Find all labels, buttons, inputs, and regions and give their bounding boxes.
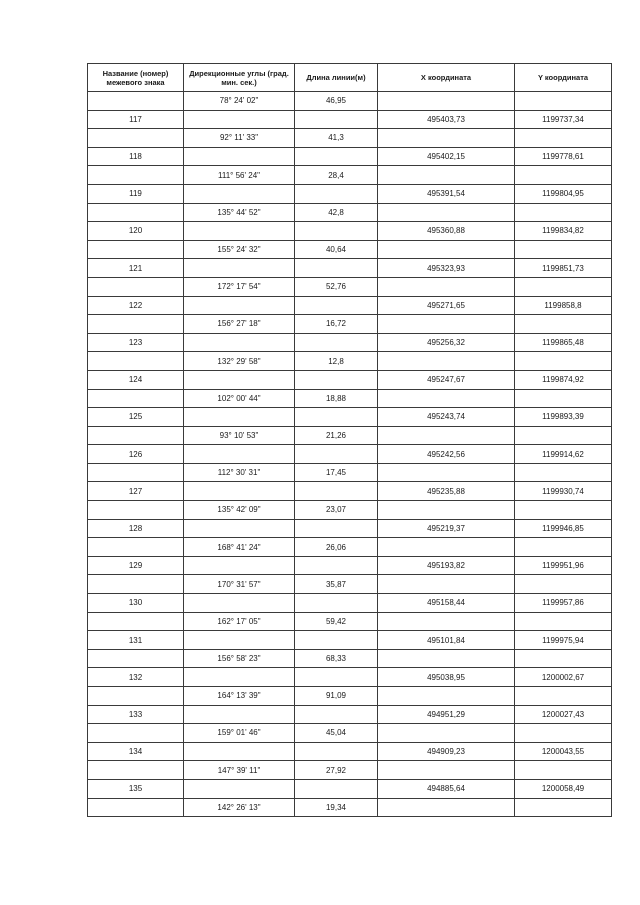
x-coordinate-cell: 495256,32 [378, 333, 515, 352]
y-coordinate-cell: 1199804,95 [515, 184, 612, 203]
line-length-cell: 27,92 [295, 761, 378, 780]
header-y-coordinate: Y координата [515, 64, 612, 92]
marker-name-cell: 128 [88, 519, 184, 538]
line-length-cell [295, 222, 378, 241]
y-coordinate-cell [515, 798, 612, 817]
marker-name-cell: 126 [88, 445, 184, 464]
x-coordinate-cell: 495038,95 [378, 668, 515, 687]
marker-name-cell [88, 277, 184, 296]
x-coordinate-cell [378, 687, 515, 706]
segment-row [88, 315, 612, 334]
direction-angle-cell [184, 110, 295, 129]
segment-row [88, 426, 612, 445]
y-coordinate-cell [515, 277, 612, 296]
y-coordinate-cell [515, 315, 612, 334]
line-length-cell [295, 556, 378, 575]
marker-name-cell: 127 [88, 482, 184, 501]
direction-angle-cell: 168° 41' 24" [184, 538, 295, 557]
marker-name-cell [88, 166, 184, 185]
marker-name-cell [88, 575, 184, 594]
marker-name-cell: 134 [88, 742, 184, 761]
x-coordinate-cell: 495219,37 [378, 519, 515, 538]
y-coordinate-cell [515, 129, 612, 148]
segment-row [88, 166, 612, 185]
x-coordinate-cell: 495235,88 [378, 482, 515, 501]
point-row [88, 668, 612, 687]
line-length-cell [295, 742, 378, 761]
x-coordinate-cell [378, 649, 515, 668]
point-row [88, 184, 612, 203]
point-row [88, 556, 612, 575]
direction-angle-cell [184, 519, 295, 538]
direction-angle-cell [184, 705, 295, 724]
marker-name-cell: 125 [88, 408, 184, 427]
y-coordinate-cell [515, 203, 612, 222]
direction-angle-cell [184, 222, 295, 241]
point-row [88, 445, 612, 464]
line-length-cell [295, 779, 378, 798]
point-row [88, 408, 612, 427]
table-body [88, 92, 612, 817]
line-length-cell [295, 445, 378, 464]
x-coordinate-cell [378, 389, 515, 408]
marker-name-cell: 119 [88, 184, 184, 203]
marker-name-cell [88, 538, 184, 557]
line-length-cell [295, 259, 378, 278]
x-coordinate-cell [378, 426, 515, 445]
direction-angle-cell: 172° 17' 54" [184, 277, 295, 296]
line-length-cell [295, 110, 378, 129]
point-row [88, 147, 612, 166]
y-coordinate-cell [515, 240, 612, 259]
line-length-cell: 59,42 [295, 612, 378, 631]
line-length-cell: 35,87 [295, 575, 378, 594]
marker-name-cell [88, 724, 184, 743]
y-coordinate-cell [515, 687, 612, 706]
line-length-cell: 45,04 [295, 724, 378, 743]
point-row [88, 296, 612, 315]
line-length-cell: 26,06 [295, 538, 378, 557]
x-coordinate-cell: 495243,74 [378, 408, 515, 427]
point-row [88, 519, 612, 538]
marker-name-cell [88, 463, 184, 482]
line-length-cell [295, 408, 378, 427]
marker-name-cell [88, 649, 184, 668]
marker-name-cell: 123 [88, 333, 184, 352]
direction-angle-cell [184, 408, 295, 427]
y-coordinate-cell: 1199865,48 [515, 333, 612, 352]
segment-row [88, 649, 612, 668]
marker-name-cell [88, 389, 184, 408]
line-length-cell: 52,76 [295, 277, 378, 296]
table-header-row [88, 64, 612, 92]
direction-angle-cell [184, 445, 295, 464]
line-length-cell: 17,45 [295, 463, 378, 482]
point-row [88, 742, 612, 761]
segment-row [88, 389, 612, 408]
segment-row [88, 724, 612, 743]
x-coordinate-cell: 494909,23 [378, 742, 515, 761]
x-coordinate-cell: 495247,67 [378, 370, 515, 389]
header-x-coordinate: X координата [378, 64, 515, 92]
segment-row [88, 463, 612, 482]
line-length-cell [295, 631, 378, 650]
y-coordinate-cell [515, 501, 612, 520]
x-coordinate-cell: 494885,64 [378, 779, 515, 798]
y-coordinate-cell [515, 352, 612, 371]
segment-row [88, 575, 612, 594]
line-length-cell: 28,4 [295, 166, 378, 185]
segment-row [88, 92, 612, 111]
marker-name-cell [88, 315, 184, 334]
header-direction-angle: Дирекционные углы (град. мин. сек.) [184, 64, 295, 92]
y-coordinate-cell: 1199778,61 [515, 147, 612, 166]
marker-name-cell [88, 426, 184, 445]
x-coordinate-cell [378, 463, 515, 482]
point-row [88, 222, 612, 241]
marker-name-cell [88, 203, 184, 222]
y-coordinate-cell: 1199858,8 [515, 296, 612, 315]
marker-name-cell: 131 [88, 631, 184, 650]
direction-angle-cell: 112° 30' 31" [184, 463, 295, 482]
direction-angle-cell: 170° 31' 57" [184, 575, 295, 594]
line-length-cell: 21,26 [295, 426, 378, 445]
point-row [88, 705, 612, 724]
line-length-cell: 42,8 [295, 203, 378, 222]
marker-name-cell: 120 [88, 222, 184, 241]
x-coordinate-cell [378, 501, 515, 520]
direction-angle-cell: 155° 24' 32" [184, 240, 295, 259]
line-length-cell [295, 668, 378, 687]
y-coordinate-cell: 1199737,34 [515, 110, 612, 129]
direction-angle-cell: 156° 27' 18" [184, 315, 295, 334]
x-coordinate-cell [378, 277, 515, 296]
point-row [88, 333, 612, 352]
line-length-cell [295, 370, 378, 389]
segment-row [88, 129, 612, 148]
y-coordinate-cell [515, 724, 612, 743]
point-row [88, 594, 612, 613]
direction-angle-cell [184, 147, 295, 166]
line-length-cell: 41,3 [295, 129, 378, 148]
segment-row [88, 798, 612, 817]
line-length-cell [295, 705, 378, 724]
x-coordinate-cell [378, 166, 515, 185]
segment-row [88, 277, 612, 296]
direction-angle-cell [184, 594, 295, 613]
y-coordinate-cell: 1200058,49 [515, 779, 612, 798]
x-coordinate-cell [378, 575, 515, 594]
marker-name-cell [88, 240, 184, 259]
x-coordinate-cell [378, 798, 515, 817]
point-row [88, 370, 612, 389]
segment-row [88, 761, 612, 780]
x-coordinate-cell [378, 724, 515, 743]
y-coordinate-cell: 1200027,43 [515, 705, 612, 724]
point-row [88, 482, 612, 501]
direction-angle-cell: 135° 42' 09" [184, 501, 295, 520]
x-coordinate-cell: 495101,84 [378, 631, 515, 650]
y-coordinate-cell [515, 761, 612, 780]
direction-angle-cell: 142° 26' 13" [184, 798, 295, 817]
x-coordinate-cell: 495193,82 [378, 556, 515, 575]
x-coordinate-cell [378, 538, 515, 557]
direction-angle-cell: 92° 11' 33" [184, 129, 295, 148]
marker-name-cell: 122 [88, 296, 184, 315]
marker-name-cell: 133 [88, 705, 184, 724]
marker-name-cell: 135 [88, 779, 184, 798]
segment-row [88, 203, 612, 222]
y-coordinate-cell [515, 166, 612, 185]
line-length-cell: 16,72 [295, 315, 378, 334]
x-coordinate-cell: 494951,29 [378, 705, 515, 724]
direction-angle-cell: 159° 01' 46" [184, 724, 295, 743]
marker-name-cell [88, 798, 184, 817]
x-coordinate-cell: 495271,65 [378, 296, 515, 315]
direction-angle-cell: 156° 58' 23" [184, 649, 295, 668]
direction-angle-cell [184, 184, 295, 203]
x-coordinate-cell [378, 761, 515, 780]
y-coordinate-cell: 1199914,62 [515, 445, 612, 464]
line-length-cell [295, 184, 378, 203]
y-coordinate-cell: 1199951,96 [515, 556, 612, 575]
point-row [88, 110, 612, 129]
point-row [88, 259, 612, 278]
y-coordinate-cell [515, 575, 612, 594]
y-coordinate-cell [515, 92, 612, 111]
direction-angle-cell: 162° 17' 05" [184, 612, 295, 631]
segment-row [88, 352, 612, 371]
direction-angle-cell [184, 482, 295, 501]
marker-name-cell: 117 [88, 110, 184, 129]
x-coordinate-cell: 495158,44 [378, 594, 515, 613]
x-coordinate-cell [378, 129, 515, 148]
y-coordinate-cell [515, 538, 612, 557]
direction-angle-cell [184, 333, 295, 352]
line-length-cell: 19,34 [295, 798, 378, 817]
line-length-cell: 46,95 [295, 92, 378, 111]
boundary-coordinates-table [87, 63, 612, 817]
direction-angle-cell: 147° 39' 11" [184, 761, 295, 780]
line-length-cell: 12,8 [295, 352, 378, 371]
x-coordinate-cell: 495323,93 [378, 259, 515, 278]
line-length-cell [295, 594, 378, 613]
marker-name-cell [88, 612, 184, 631]
marker-name-cell: 121 [88, 259, 184, 278]
line-length-cell [295, 519, 378, 538]
x-coordinate-cell: 495402,15 [378, 147, 515, 166]
y-coordinate-cell: 1199874,92 [515, 370, 612, 389]
x-coordinate-cell: 495403,73 [378, 110, 515, 129]
line-length-cell: 91,09 [295, 687, 378, 706]
direction-angle-cell: 102° 00' 44" [184, 389, 295, 408]
line-length-cell: 40,64 [295, 240, 378, 259]
y-coordinate-cell [515, 649, 612, 668]
y-coordinate-cell: 1199851,73 [515, 259, 612, 278]
header-marker-name: Название (номер) межевого знака [88, 64, 184, 92]
header-line-length: Длина линии(м) [295, 64, 378, 92]
x-coordinate-cell: 495391,54 [378, 184, 515, 203]
x-coordinate-cell [378, 92, 515, 111]
direction-angle-cell [184, 779, 295, 798]
marker-name-cell: 124 [88, 370, 184, 389]
x-coordinate-cell [378, 240, 515, 259]
direction-angle-cell: 93° 10' 53" [184, 426, 295, 445]
marker-name-cell: 129 [88, 556, 184, 575]
direction-angle-cell [184, 556, 295, 575]
y-coordinate-cell [515, 463, 612, 482]
direction-angle-cell: 111° 56' 24" [184, 166, 295, 185]
y-coordinate-cell: 1200002,67 [515, 668, 612, 687]
marker-name-cell [88, 92, 184, 111]
marker-name-cell: 130 [88, 594, 184, 613]
marker-name-cell: 132 [88, 668, 184, 687]
direction-angle-cell [184, 631, 295, 650]
direction-angle-cell: 135° 44' 52" [184, 203, 295, 222]
y-coordinate-cell: 1199834,82 [515, 222, 612, 241]
marker-name-cell: 118 [88, 147, 184, 166]
line-length-cell [295, 147, 378, 166]
direction-angle-cell [184, 296, 295, 315]
x-coordinate-cell: 495360,88 [378, 222, 515, 241]
y-coordinate-cell: 1199930,74 [515, 482, 612, 501]
segment-row [88, 538, 612, 557]
x-coordinate-cell [378, 352, 515, 371]
y-coordinate-cell [515, 426, 612, 445]
direction-angle-cell [184, 370, 295, 389]
direction-angle-cell [184, 742, 295, 761]
line-length-cell [295, 296, 378, 315]
line-length-cell: 68,33 [295, 649, 378, 668]
segment-row [88, 240, 612, 259]
line-length-cell [295, 333, 378, 352]
x-coordinate-cell [378, 315, 515, 334]
marker-name-cell [88, 501, 184, 520]
direction-angle-cell [184, 259, 295, 278]
line-length-cell [295, 482, 378, 501]
y-coordinate-cell [515, 612, 612, 631]
y-coordinate-cell: 1200043,55 [515, 742, 612, 761]
marker-name-cell [88, 129, 184, 148]
y-coordinate-cell [515, 389, 612, 408]
x-coordinate-cell: 495242,56 [378, 445, 515, 464]
marker-name-cell [88, 687, 184, 706]
y-coordinate-cell: 1199946,85 [515, 519, 612, 538]
y-coordinate-cell: 1199893,39 [515, 408, 612, 427]
y-coordinate-cell: 1199975,94 [515, 631, 612, 650]
direction-angle-cell: 132° 29' 58" [184, 352, 295, 371]
line-length-cell: 23,07 [295, 501, 378, 520]
segment-row [88, 687, 612, 706]
direction-angle-cell: 164° 13' 39" [184, 687, 295, 706]
line-length-cell: 18,88 [295, 389, 378, 408]
marker-name-cell [88, 761, 184, 780]
point-row [88, 631, 612, 650]
direction-angle-cell [184, 668, 295, 687]
segment-row [88, 612, 612, 631]
point-row [88, 779, 612, 798]
segment-row [88, 501, 612, 520]
y-coordinate-cell: 1199957,86 [515, 594, 612, 613]
x-coordinate-cell [378, 203, 515, 222]
marker-name-cell [88, 352, 184, 371]
x-coordinate-cell [378, 612, 515, 631]
direction-angle-cell: 78° 24' 02" [184, 92, 295, 111]
